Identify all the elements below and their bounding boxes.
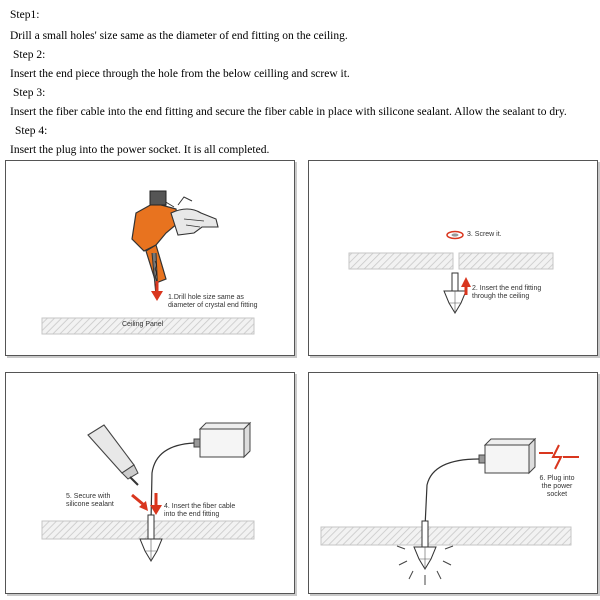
screw-ring-icon <box>447 232 463 239</box>
screw-label: 3. Screw it. <box>467 231 502 238</box>
lightning-icon <box>539 445 579 469</box>
insert-label-line1: 2. Insert the end fitting <box>472 285 542 292</box>
step1-heading: Step1: <box>10 9 40 21</box>
ceiling-panel <box>321 527 571 545</box>
step3-heading: Step 3: <box>13 87 46 99</box>
arrow-down-icon <box>132 493 162 515</box>
step4-text: Insert the plug into the power socket. It is all completed. <box>10 144 270 156</box>
step1-text: Drill a small holes' size same as the diameter of end fitting on the ceiling. <box>10 30 348 42</box>
ceiling-panel-label: Ceiling Panel <box>122 321 164 328</box>
sealant-label-line1: 5. Secure with <box>66 493 111 500</box>
cable-label-line2: into the end fitting <box>164 511 220 518</box>
plug-label-line3: socket <box>546 491 568 498</box>
panel-drill <box>5 160 295 356</box>
step3-text: Insert the fiber cable into the end fitting and secure the fiber cable in place with silicone sealant. Allow the sealant to dry. <box>10 106 567 118</box>
panel-sealant <box>5 372 295 594</box>
drill-label-line2: diameter of crystal end fitting <box>168 302 258 309</box>
arrow-down-icon <box>151 281 163 301</box>
drill-icon <box>132 191 178 296</box>
tube-icon <box>88 425 138 485</box>
panel-plug <box>308 372 598 594</box>
ceiling-left <box>349 253 453 269</box>
cable-label-line1: 4. Insert the fiber cable <box>164 503 236 510</box>
insert-label-line2: through the ceiling <box>472 293 530 300</box>
drill-label-line1: 1.Drill hole size same as <box>168 294 244 301</box>
plug-label-line1: 6. Plug into <box>539 475 575 482</box>
sealant-label-line2: silicone sealant <box>66 501 114 508</box>
plug-label-line2: the power <box>541 483 573 490</box>
step2-heading: Step 2: <box>13 49 46 61</box>
step2-text: Insert the end piece through the hole from the below ceilling and screw it. <box>10 68 350 80</box>
light-source-icon <box>479 439 535 473</box>
step4-heading: Step 4: <box>15 125 48 137</box>
light-source-icon <box>194 423 250 457</box>
fitting-icon <box>444 273 466 313</box>
ceiling-right <box>459 253 553 269</box>
panel-screw <box>308 160 598 356</box>
fiber-cable <box>425 459 479 527</box>
hand-icon <box>171 197 218 235</box>
